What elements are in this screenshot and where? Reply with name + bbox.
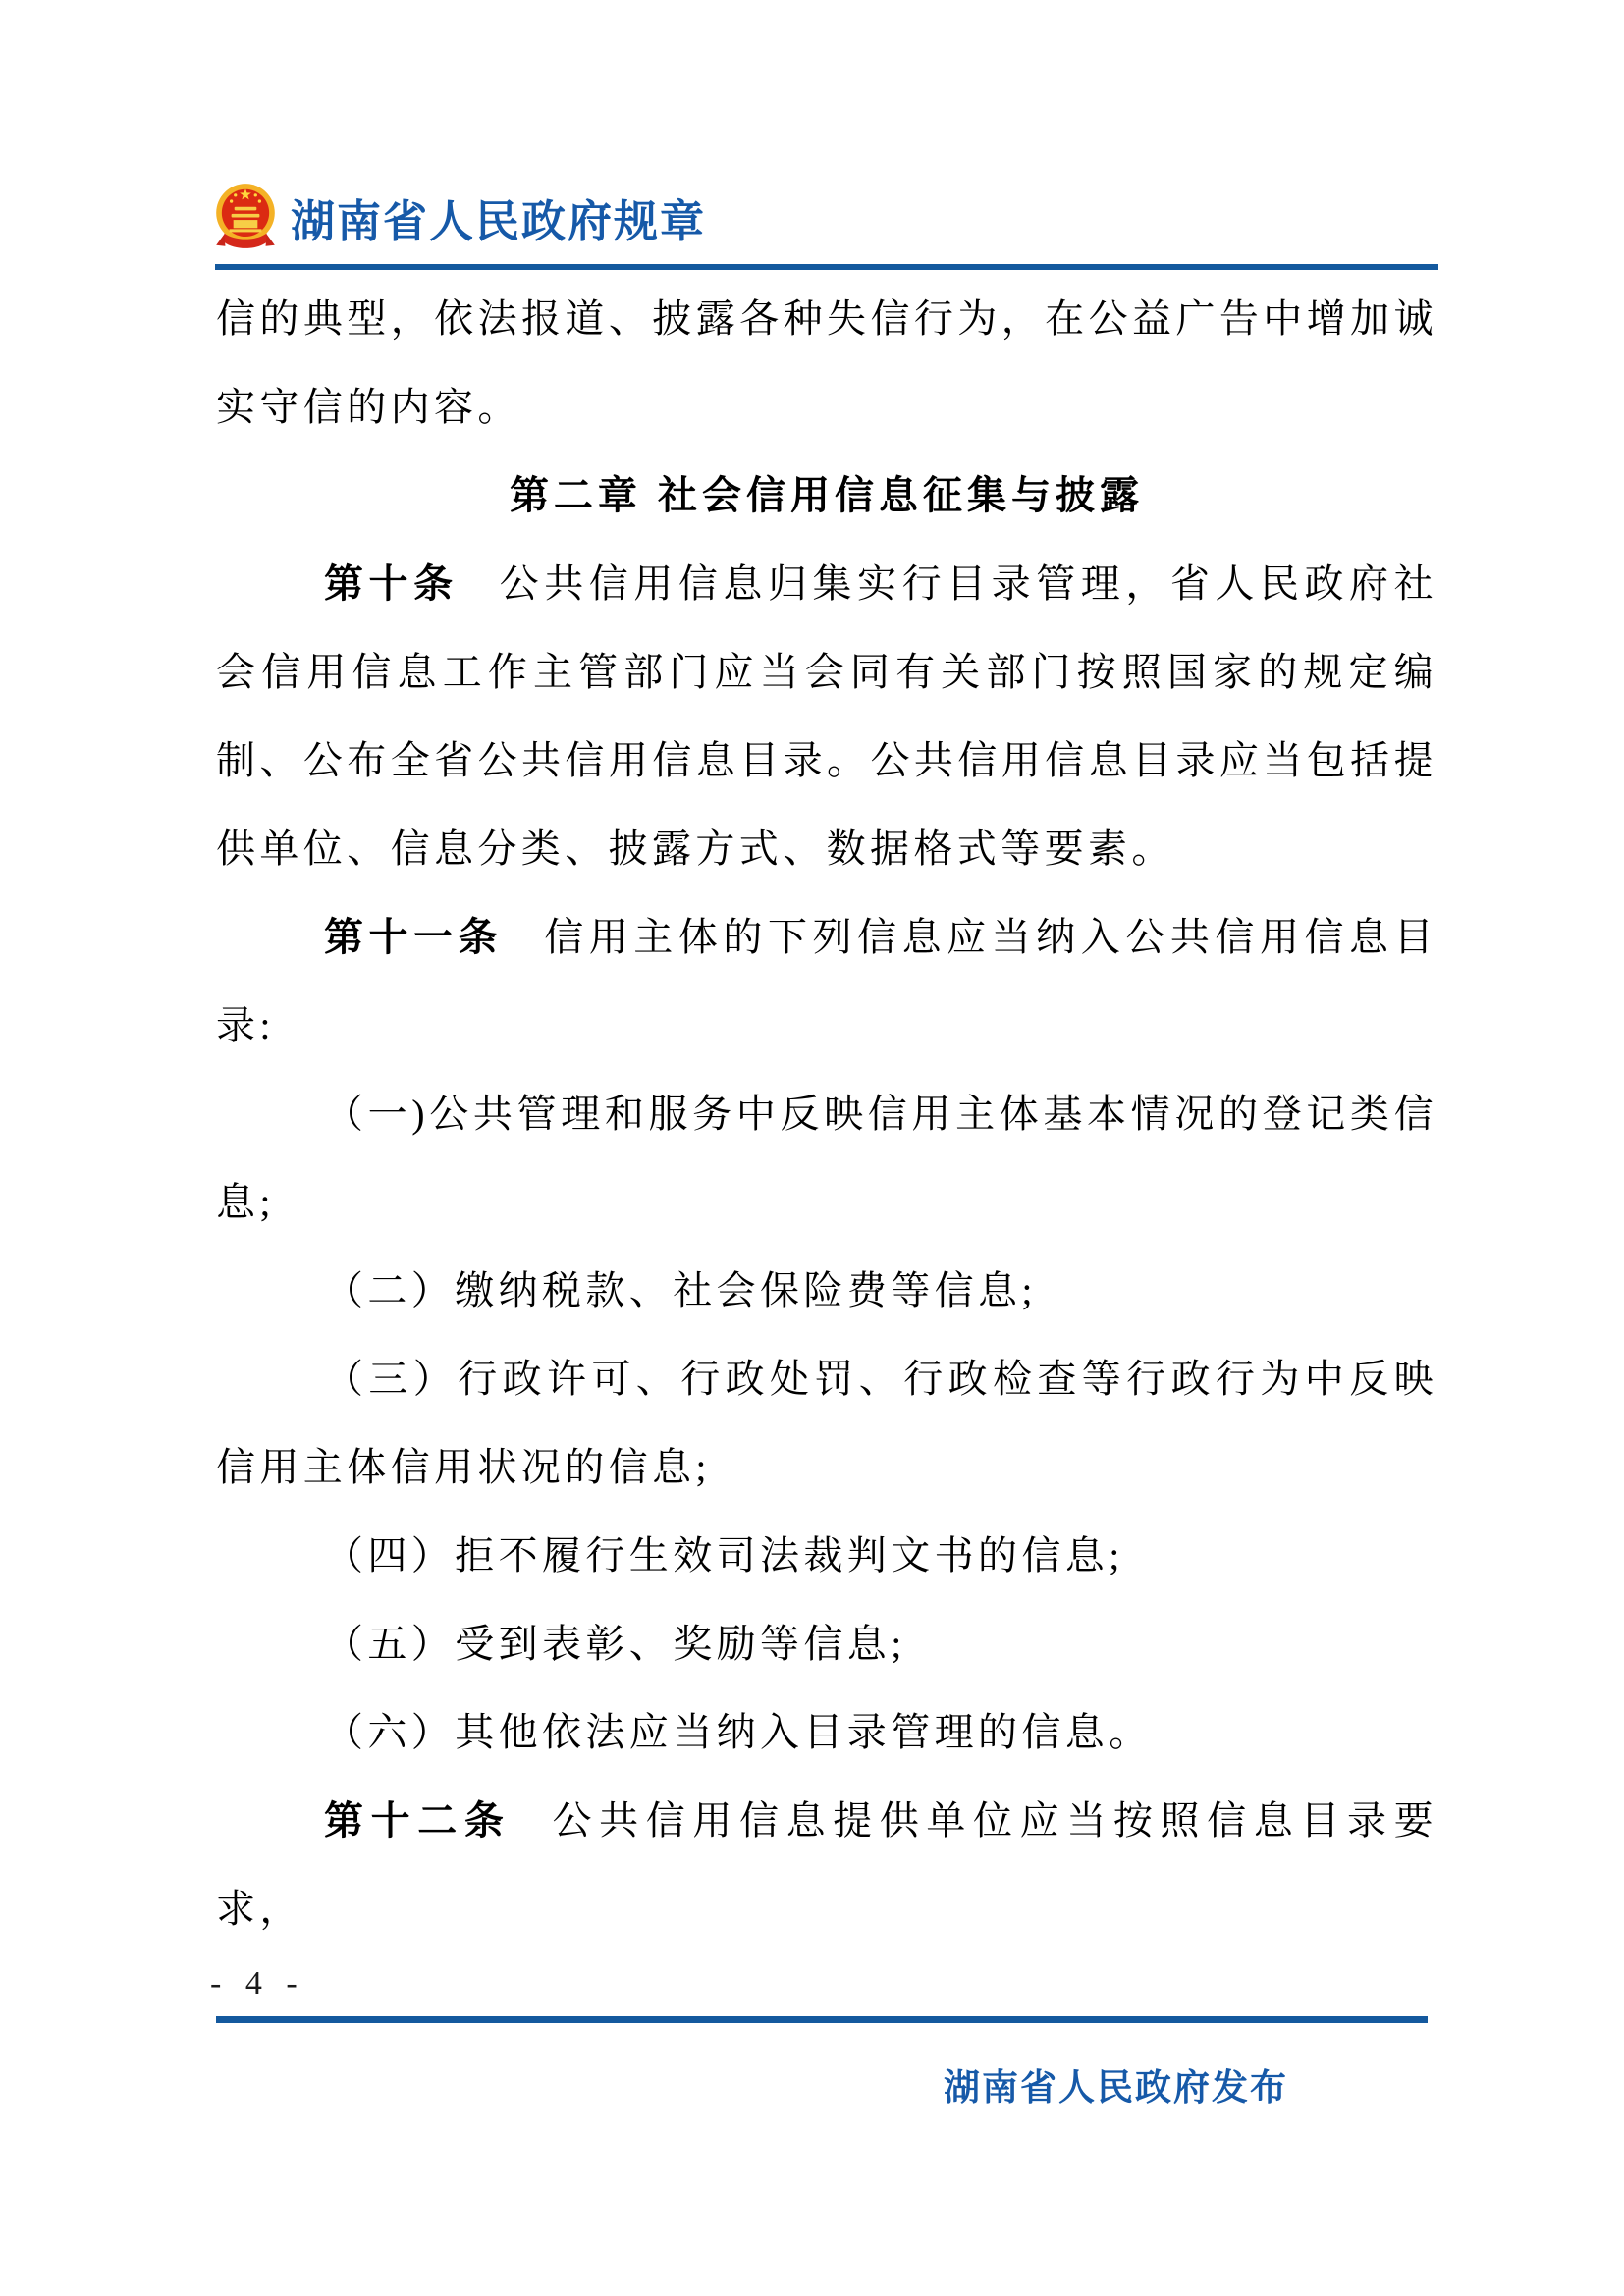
page-number: - 4 - <box>210 1965 305 2002</box>
publisher-label: 湖南省人民政府发布 <box>944 2067 1288 2108</box>
page-title: 湖南省人民政府规章 <box>291 195 707 246</box>
list-item-paragraph: （一)公共管理和服务中反映信用主体基本情况的登记类信息; <box>216 1092 1437 1224</box>
list-item-paragraph: （六）其他依法应当纳入目录管理的信息。 <box>324 1710 1153 1754</box>
national-emblem-icon <box>214 181 277 253</box>
document-body <box>216 275 1437 1953</box>
list-item-paragraph: （五）受到表彰、奖励等信息; <box>324 1622 906 1666</box>
article-number: 第十条 <box>324 562 459 606</box>
body-paragraph: 信的典型，依法报道、披露各种失信行为，在公益广告中增加诚实守信的内容。 <box>216 296 1437 429</box>
header-divider <box>215 264 1438 270</box>
page-header <box>214 181 706 253</box>
article-number: 第十一条 <box>324 916 504 959</box>
article-paragraph: 第十一条 信用主体的下列信息应当纳入公共信用信息目录: <box>216 915 1438 1047</box>
list-item-paragraph: （四）拒不履行生效司法裁判文书的信息; <box>324 1533 1124 1577</box>
chapter-heading: 第二章 社会信用信息征集与披露 <box>509 474 1145 517</box>
list-item-paragraph: （二）缴纳税款、社会保险费等信息; <box>324 1268 1037 1312</box>
article-paragraph: 第十二条 公共信用信息提供单位应当按照信息目录要求， <box>216 1798 1437 1931</box>
article-number: 第十二条 <box>324 1799 512 1842</box>
footer-divider <box>216 2016 1428 2023</box>
list-item-paragraph: （三）行政许可、行政处罚、行政检查等行政行为中反映信用主体信用状况的信息; <box>216 1357 1437 1489</box>
article-paragraph: 第十条 公共信用信息归集实行目录管理，省人民政府社会信用信息工作主管部门应当会同有关部门按照国家的规定编制、公布全省公共信用信息目录。公共信用信息目录应当包括提供单位、信息分类、披露方式、数据格式等要素。 <box>216 561 1438 871</box>
